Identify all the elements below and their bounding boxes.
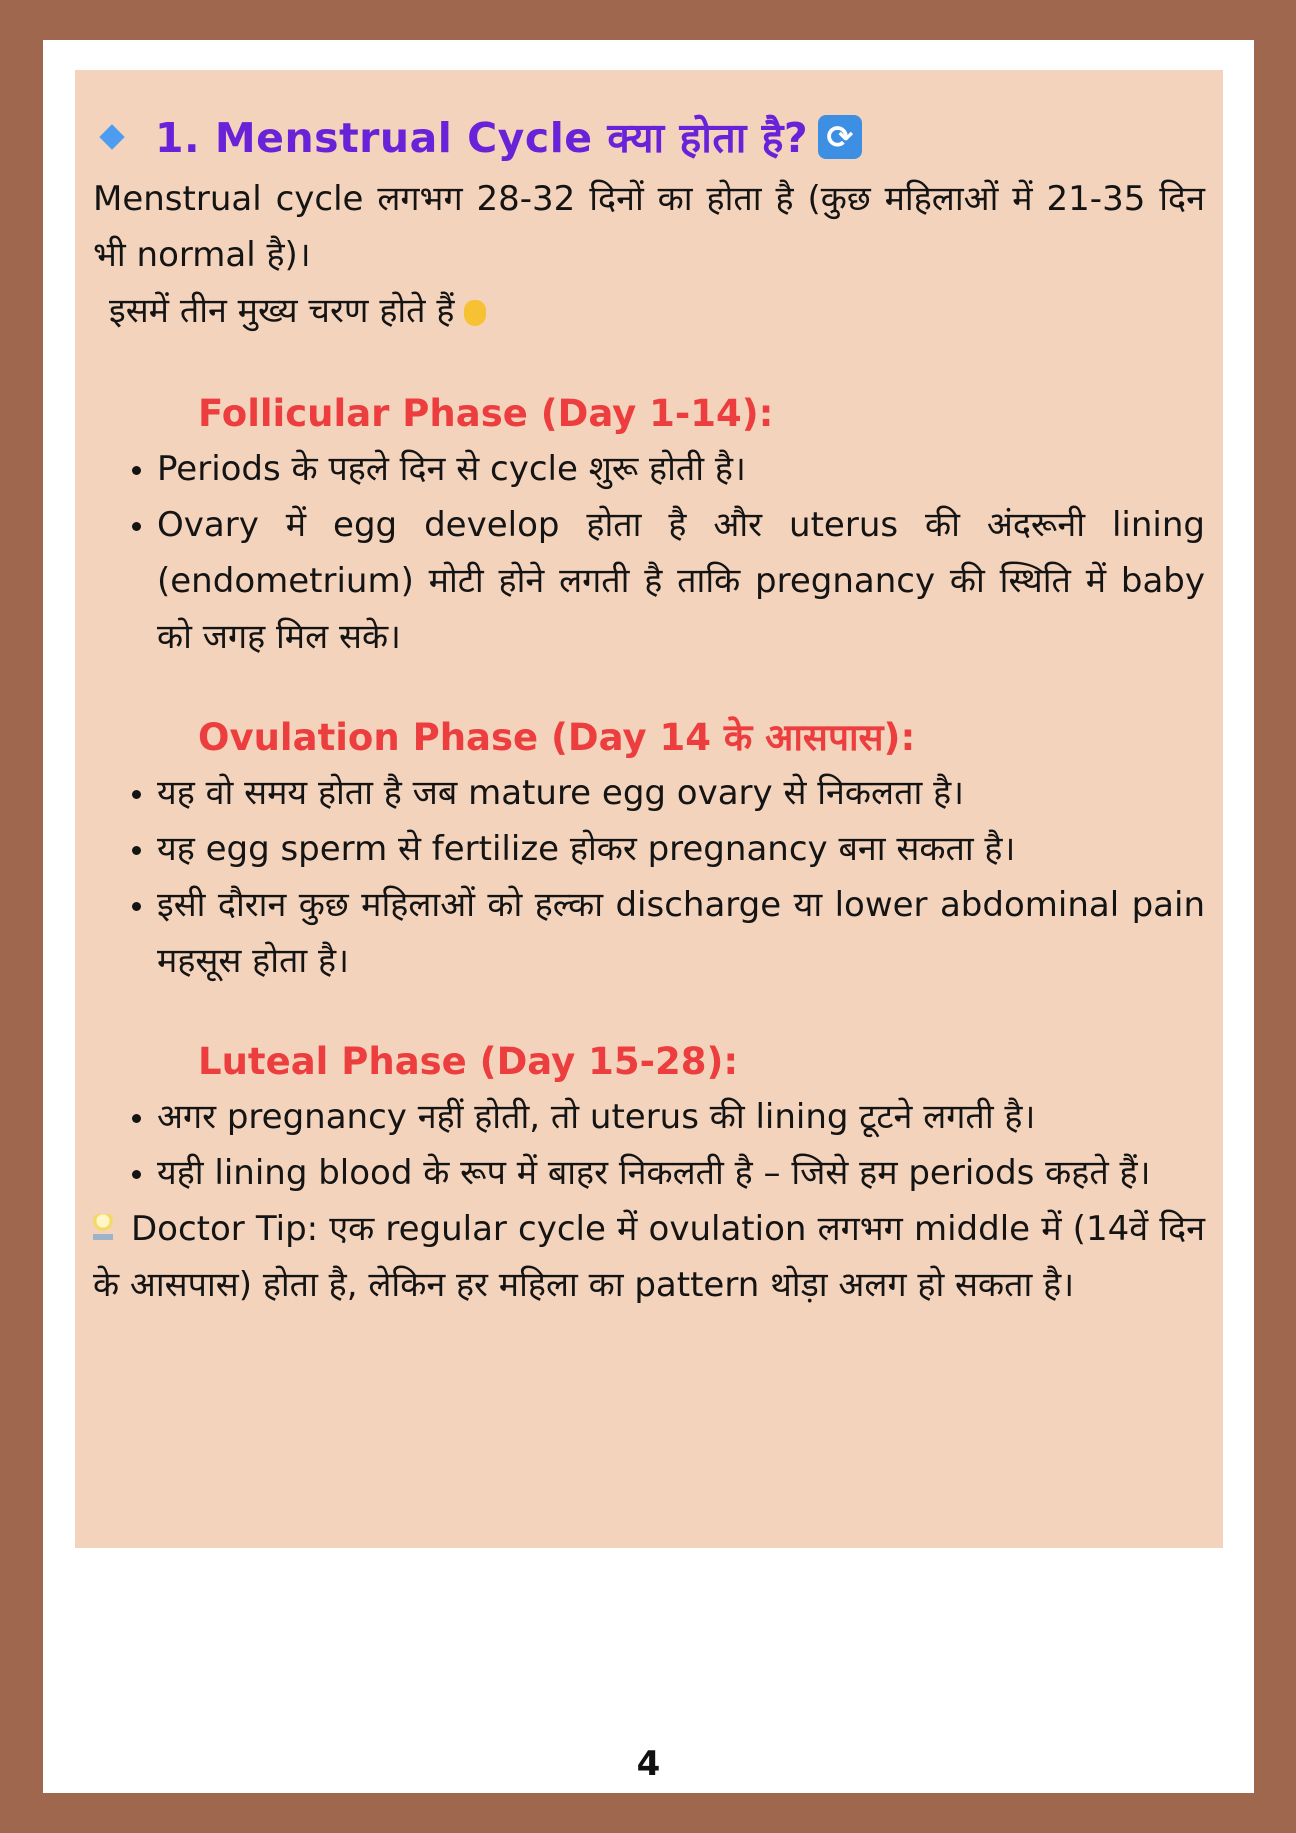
list-item: • Periods के पहले दिन से cycle शुरू होती है। xyxy=(157,441,1205,497)
phase-list-ovulation xyxy=(93,765,1205,989)
list-item: • इसी दौरान कुछ महिलाओं को हल्का discharge या lower abdominal pain महसूस होता है। xyxy=(157,877,1205,989)
list-item: • यह वो समय होता है जब mature egg ovary से निकलता है। xyxy=(157,765,1205,821)
section-title xyxy=(93,114,1205,163)
phase-heading-follicular: Follicular Phase (Day 1-14): xyxy=(198,392,774,435)
page-number: 4 xyxy=(636,1744,661,1784)
intro-phases-text: इसमें तीन मुख्य चरण होते हैं xyxy=(109,291,455,331)
doctor-tip xyxy=(93,1201,1205,1313)
phase-heading-ovulation: Ovulation Phase (Day 14 के आसपास): xyxy=(198,716,916,759)
phase-heading-luteal: Luteal Phase (Day 15-28): xyxy=(198,1040,739,1083)
lightbulb-icon xyxy=(93,1214,113,1240)
pointing-down-icon xyxy=(464,300,486,326)
list-item: • Ovary में egg develop होता है और uterus की अंदरूनी lining (endometrium) मोटी होने लगती है ताकि pregnancy की स्थिति में baby को जगह मिल सके। xyxy=(157,497,1205,665)
list-item: • यही lining blood के रूप में बाहर निकलती है – जिसे हम periods कहते हैं। xyxy=(157,1145,1205,1201)
doctor-tip-text: Doctor Tip: एक regular cycle में ovulation लगभग middle में (14वें दिन के आसपास) होता है, लेकिन हर महिला का pattern थोड़ा अलग हो सकता है। xyxy=(93,1209,1205,1305)
section-title-text: 1. Menstrual Cycle क्या होता है? xyxy=(155,114,809,162)
page xyxy=(43,40,1254,1793)
content-panel xyxy=(75,70,1223,1548)
intro-phases-line xyxy=(93,283,1205,339)
refresh-icon: ⟳ xyxy=(818,115,862,159)
list-item: • अगर pregnancy नहीं होती, तो uterus की lining टूटने लगती है। xyxy=(157,1089,1205,1145)
phase-list-luteal xyxy=(93,1089,1205,1201)
diamond-icon xyxy=(99,124,124,149)
phase-list-follicular xyxy=(93,441,1205,665)
list-item: • यह egg sperm से fertilize होकर pregnancy बना सकता है। xyxy=(157,821,1205,877)
intro-text: Menstrual cycle लगभग 28-32 दिनों का होता है (कुछ महिलाओं में 21-35 दिन भी normal है)। xyxy=(93,179,1205,275)
